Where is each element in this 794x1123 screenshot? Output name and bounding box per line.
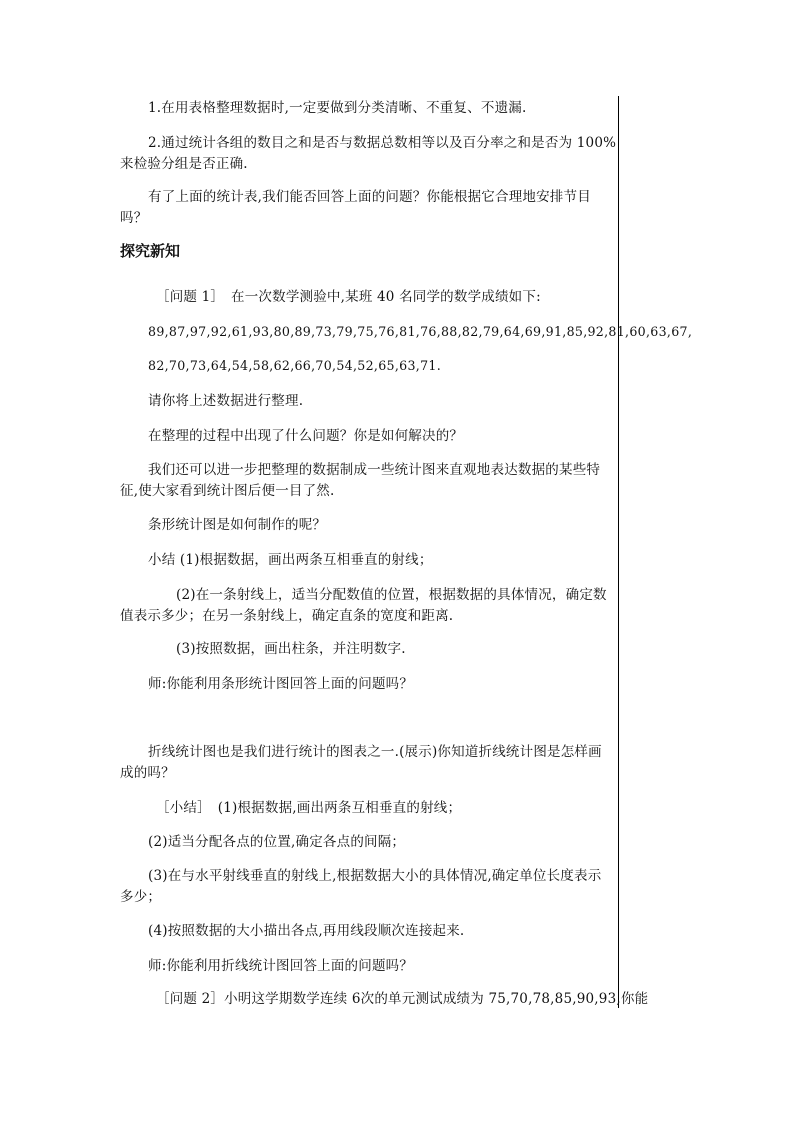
problem-1-further-line-1: 我们还可以进一步把整理的数据制成一些统计图来直观地表达数据的某些特 [148,462,601,478]
bar-summary-step-2-line-2: 值表示多少；在另一条射线上，确定直条的宽度和距离. [120,608,454,624]
note-2-line-1: 2.通过统计各组的数目之和是否与数据总数相等以及百分率之和是否为 100% [148,135,617,151]
bar-teacher-question: 师:你能利用条形统计图回答上面的问题吗？ [148,676,414,692]
problem-1-task: 请你将上述数据进行整理. [148,393,304,409]
line-summary-step-3-line-1: (3)在与水平射线垂直的射线上,根据数据大小的具体情况,确定单位长度表示 [148,868,602,884]
table-right-border [618,96,619,1008]
line-summary-step-4: (4)按照数据的大小描出各点,再用线段顺次连接起来. [148,923,465,939]
line-teacher-question: 师:你能利用折线统计图回答上面的问题吗？ [148,958,414,974]
bar-chart-question: 条形统计图是如何制作的呢？ [148,517,327,533]
bar-summary-step-1: 小结 (1)根据数据，画出两条互相垂直的射线； [148,552,433,568]
line-chart-intro-line-2: 成的吗？ [120,765,175,781]
line-summary-step-1: ［小结］ (1)根据数据,画出两条互相垂直的射线； [156,800,462,816]
problem-1-reflect: 在整理的过程中出现了什么问题？你是如何解决的？ [148,428,464,444]
problem-2-stem: ［问题 2］小明这学期数学连续 6次的单元测试成绩为 75,70,78,85,90,93,你能 [156,991,649,1007]
section-heading: 探究新知 [120,242,181,260]
line-chart-intro-line-1: 折线统计图也是我们进行统计的图表之一.(展示)你知道折线统计图是怎样画 [148,744,602,760]
question-intro-line-1: 有了上面的统计表,我们能否回答上面的问题？你能根据它合理地安排节目 [148,189,591,205]
problem-1-data-line-1: 89,87,97,92,61,93,80,89,73,79,75,76,81,76,88,82,79,64,69,91,85,92,81,60,63,67, [148,324,693,339]
note-1: 1.在用表格整理数据时,一定要做到分类清晰、不重复、不遗漏. [148,100,527,116]
problem-1-further-line-2: 征,使大家看到统计图后便一目了然. [120,483,335,499]
line-summary-step-3-line-2: 多少； [120,889,162,905]
bar-summary-step-3: (3)按照数据，画出柱条，并注明数字. [176,641,406,657]
bar-summary-step-2-line-1: (2)在一条射线上，适当分配数值的位置，根据数据的具体情况，确定数 [176,587,607,603]
problem-1-data-line-2: 82,70,73,64,54,58,62,66,70,54,52,65,63,71. [148,358,441,373]
line-summary-step-2: (2)适当分配各点的位置,确定各点的间隔； [148,834,406,850]
problem-1-stem: ［问题 1］ 在一次数学测验中,某班 40 名同学的数学成绩如下: [156,289,541,305]
question-intro-line-2: 吗？ [120,210,148,226]
note-2-line-2: 来检验分组是否正确. [120,156,248,172]
